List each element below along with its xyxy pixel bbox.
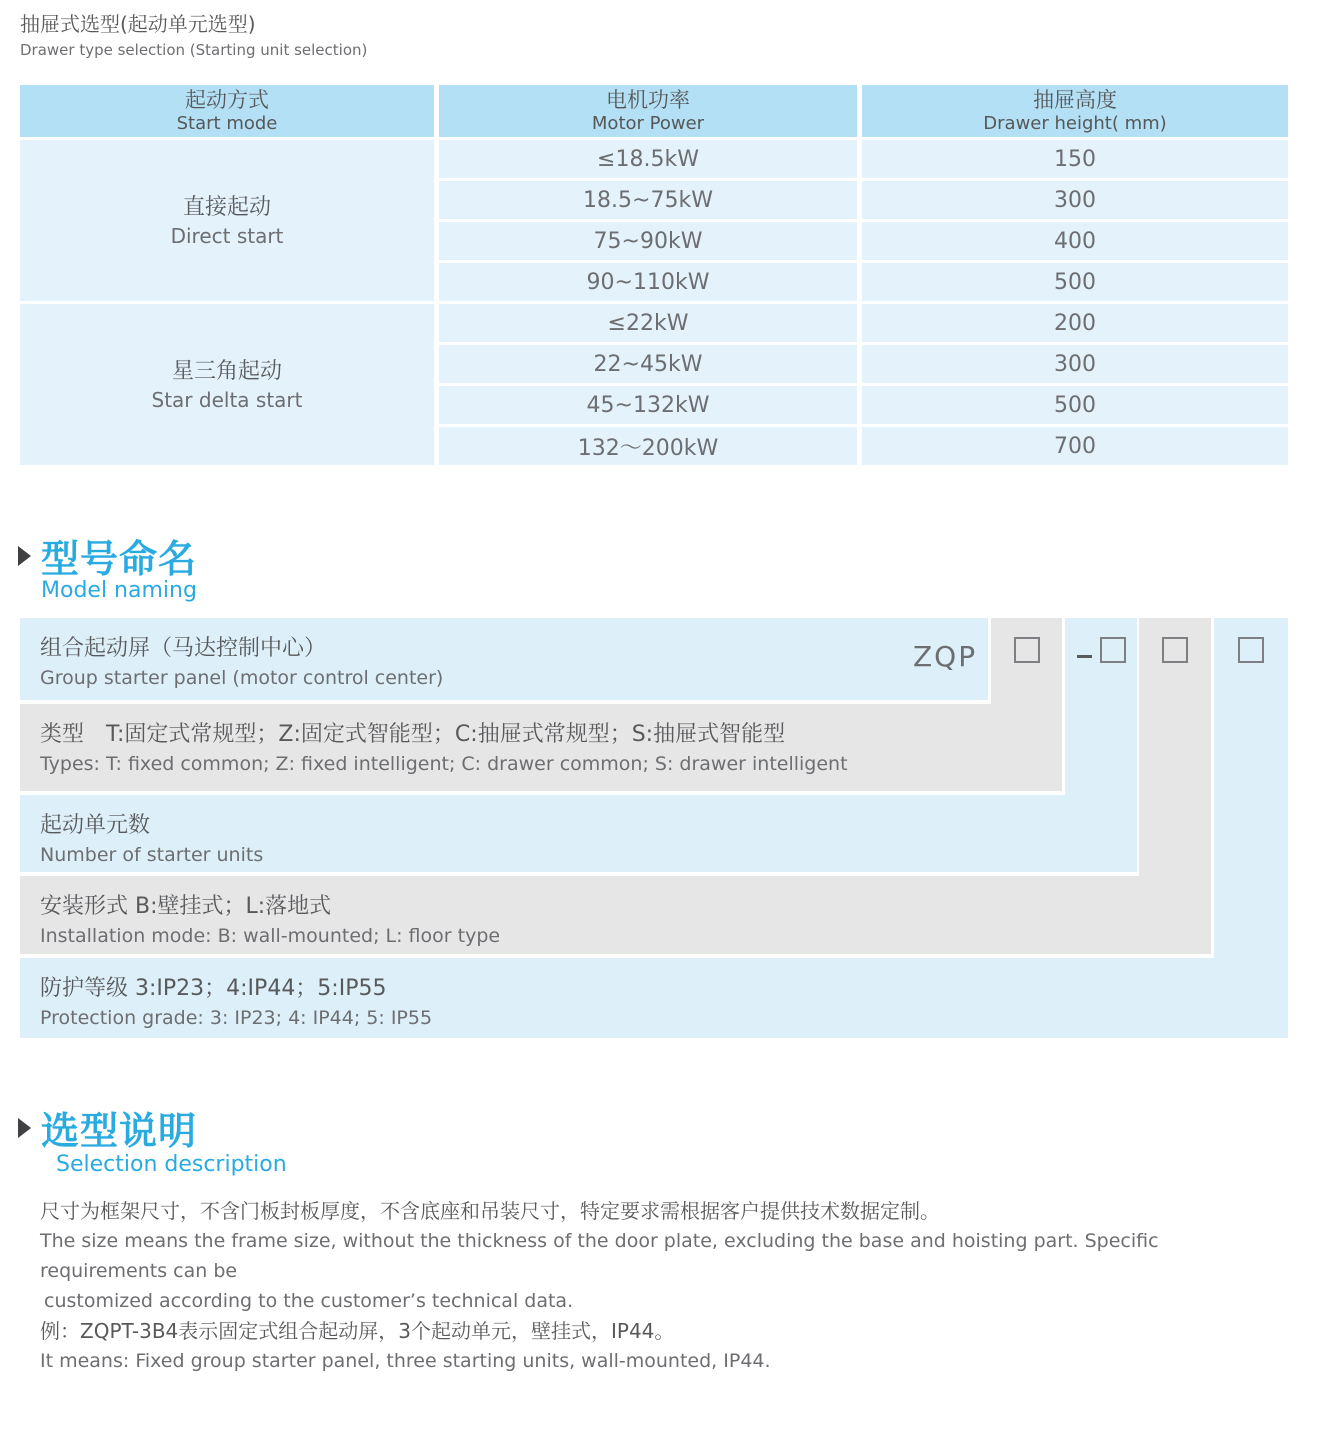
header-motor-power-en: Motor Power [591,113,705,134]
band5-en: Protection grade: 3: IP23; 4: IP44; 5: IP55 [40,1007,433,1029]
header-start-mode-en: Start mode [176,113,278,134]
table-row: ≤18.5kW [439,140,857,178]
placeholder-box-icon [1100,637,1126,663]
group-cell-direct-start [20,140,434,301]
model-naming-heading [18,528,197,583]
table-row: 132～200kW [439,427,857,465]
band-installation-mode [20,876,1211,954]
table-row: 200 [862,304,1288,342]
column-header-start-mode [20,85,434,137]
column-header-motor-power [439,85,857,137]
desc-line-cn-2: 例：ZQPT-3B4表示固定式组合起动屏，3个起动单元，壁挂式，IP44。 [40,1319,675,1343]
desc-line-cn-1: 尺寸为框架尺寸，不含门板封板厚度，不含底座和吊装尺寸，特定要求需根据客户提供技术数据定制。 [40,1199,940,1223]
code-slot-protection [1214,618,1288,1038]
selection-description-heading [18,1100,197,1155]
band3-cn: 起动单元数 [40,813,151,838]
header-start-mode-cn: 起动方式 [185,88,269,112]
dash-icon [1077,655,1092,658]
table-row: 700 [862,427,1288,465]
band-types [20,704,1062,791]
table-row: 500 [862,263,1288,301]
group-cell-star-delta-start [20,304,434,465]
selection-heading-en: Selection description [56,1152,287,1177]
code-slot-installation [1139,618,1211,954]
band5-cn: 防护等级 3:IP23；4:IP44；5:IP55 [40,976,387,1001]
model-naming-diagram [20,618,1290,1038]
header-drawer-height-en: Drawer height( mm) [983,113,1167,134]
code-slot-type [991,618,1062,791]
table-row: 18.5~75kW [439,181,857,219]
selection-description-text [40,1196,1290,1376]
band4-cn: 安装形式 B:壁挂式；L:落地式 [40,894,332,919]
header-drawer-height-cn: 抽屉高度 [1033,88,1117,112]
band1-cn: 组合起动屏（马达控制中心） [40,636,327,661]
band-group-starter-panel [20,618,988,700]
page-title [20,10,367,62]
desc-line-en-1: The size means the frame size, without the thickness of the door plate, excluding the base and hoisting part. Specific requirements can be [40,1230,1159,1282]
star-delta-cn: 星三角起动 [171,358,282,384]
band1-en: Group starter panel (motor control center) [40,667,444,689]
triangle-bullet-icon [18,546,31,566]
table-row: 90~110kW [439,263,857,301]
column-header-drawer-height [862,85,1288,137]
placeholder-box-icon [1014,637,1040,663]
table-row: 500 [862,386,1288,424]
band2-cn: 类型 T:固定式常规型；Z:固定式智能型；C:抽屉式常规型；S:抽屉式智能型 [40,722,786,747]
band-starter-units [20,795,1137,872]
table-row: 300 [862,345,1288,383]
band4-en: Installation mode: B: wall-mounted; L: floor type [40,925,501,947]
direct-start-en: Direct start [170,223,284,248]
triangle-bullet-icon [18,1118,31,1138]
placeholder-box-icon [1162,637,1188,663]
band3-en: Number of starter units [40,844,264,866]
table-row: 150 [862,140,1288,178]
band2-en: Types: T: fixed common; Z: fixed intelligent; C: drawer common; S: drawer intelligent [40,753,848,775]
drawer-selection-table [20,85,1290,465]
selection-heading-cn: 选型说明 [41,1109,198,1153]
model-code-prefix: ZQP [913,640,978,673]
model-naming-heading-cn: 型号命名 [41,537,198,581]
table-row: 22~45kW [439,345,857,383]
direct-start-cn: 直接起动 [182,194,271,220]
table-row: 400 [862,222,1288,260]
table-row: 300 [862,181,1288,219]
star-delta-en: Star delta start [151,387,303,412]
desc-line-en-3: It means: Fixed group starter panel, three starting units, wall-mounted, IP44. [40,1350,771,1372]
model-naming-heading-en: Model naming [41,578,197,603]
desc-line-en-2: customized according to the customer’s technical data. [44,1290,574,1312]
table-row: ≤22kW [439,304,857,342]
page-title-en: Drawer type selection (Starting unit selection) [20,41,368,59]
table-row: 45~132kW [439,386,857,424]
page-title-cn: 抽屉式选型(起动单元选型) [20,12,256,36]
table-row: 75~90kW [439,222,857,260]
band-protection-grade [20,958,1288,1038]
header-motor-power-cn: 电机功率 [606,88,690,112]
placeholder-box-icon [1238,637,1264,663]
code-slot-units [1065,618,1137,872]
